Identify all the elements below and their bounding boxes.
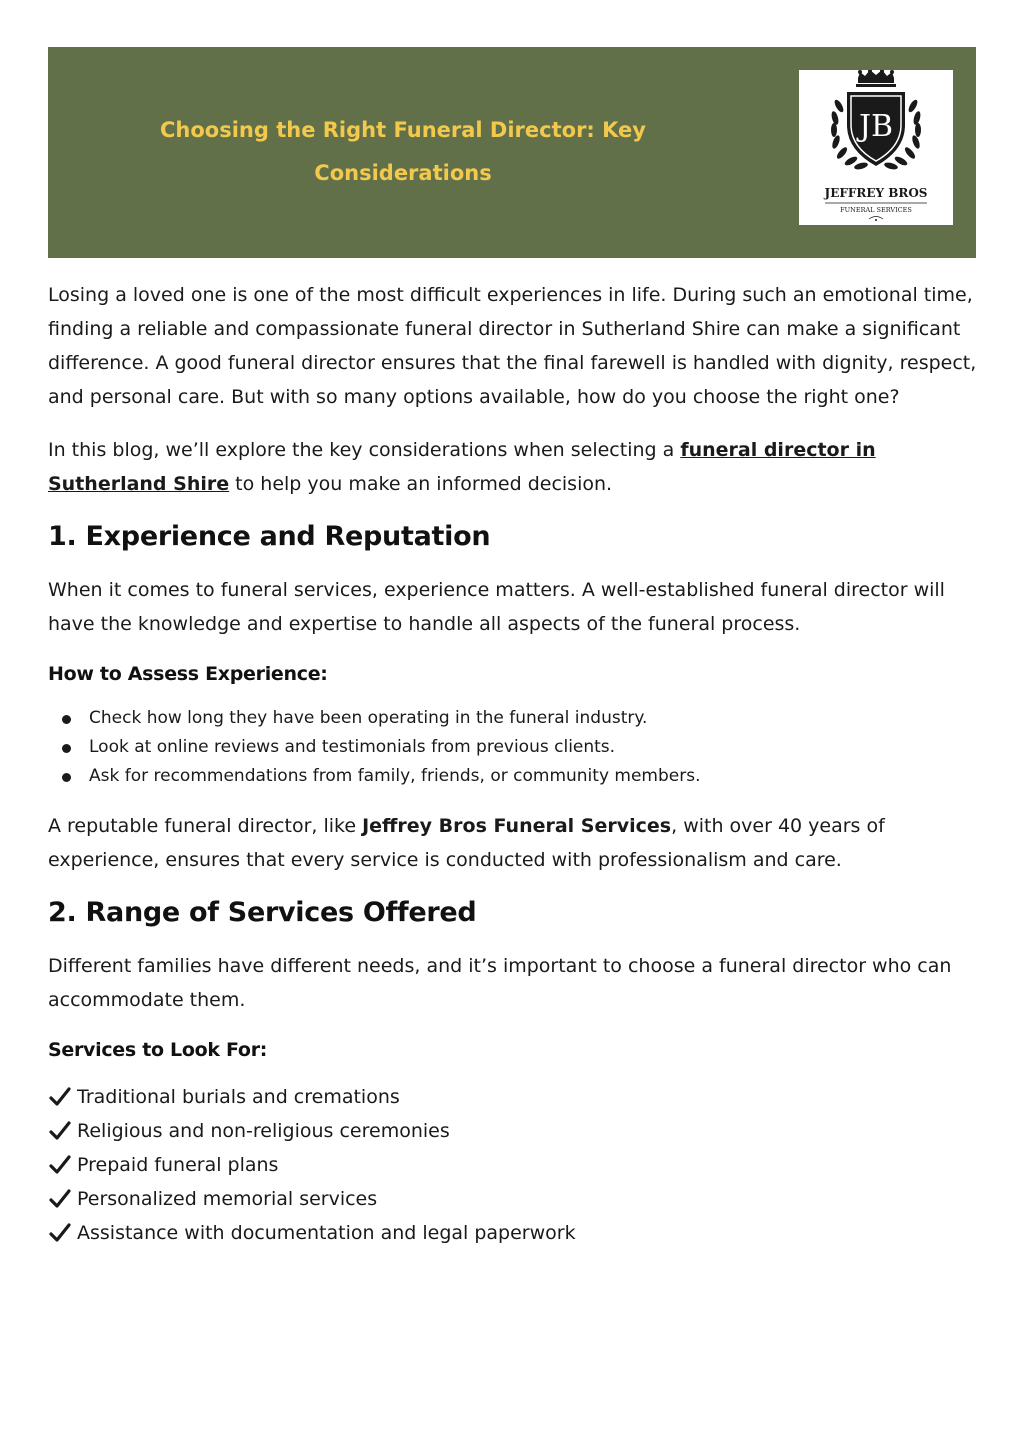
subheading-assess-experience: How to Assess Experience: [48, 663, 328, 685]
checklist-item-text: Assistance with documentation and legal paperwork [77, 1222, 576, 1244]
reputation-text-after: , with over 40 years of experience, ensures that every service is conducted with professionalism and care. [48, 815, 885, 871]
list-item-text: Ask for recommendations from family, friends, or community members. [89, 766, 701, 786]
section-heading-services: 2. Range of Services Offered [48, 897, 477, 928]
article-body [48, 278, 978, 1250]
bullet-dot-icon [62, 773, 71, 782]
subheading-services-to-look-for: Services to Look For: [48, 1039, 268, 1061]
experience-paragraph: When it comes to funeral services, experience matters. A well-established funeral director will have the knowledge and expertise to handle all aspects of the funeral process. [48, 579, 945, 635]
check-mark-icon [48, 1119, 72, 1143]
checklist-item [48, 1080, 978, 1114]
crown-shield-laurel-logo-icon [799, 70, 953, 225]
reputation-paragraph [48, 809, 978, 877]
logo-monogram: JB [858, 109, 894, 144]
page-title-line-1: Choosing the Right Funeral Director: Key [160, 118, 646, 142]
checklist-item-text: Personalized memorial services [77, 1188, 378, 1210]
checklist-item [48, 1148, 978, 1182]
intro-paragraph: Losing a loved one is one of the most difficult experiences in life. During such an emotional time, finding a reliable and compassionate funeral director in Sutherland Shire can make a significant difference. A good funeral director ensures that the final farewell is handled with dignity, respect, and personal care. But with so many options available, how do you choose the right one? [48, 284, 977, 408]
services-paragraph: Different families have different needs, and it’s important to choose a funeral director who can accommodate them. [48, 955, 952, 1011]
page-title-line-2: Considerations [314, 161, 492, 185]
logo-tagline: FUNERAL SERVICES [840, 206, 912, 214]
checklist-item [48, 1216, 978, 1250]
logo-name: JEFFREY BROS [824, 186, 928, 200]
check-mark-icon [48, 1085, 72, 1109]
services-checklist [48, 1080, 978, 1250]
bullet-dot-icon [62, 715, 71, 724]
list-item-text: Look at online reviews and testimonials from previous clients. [89, 737, 616, 757]
list-item [48, 704, 978, 733]
list-item-text: Check how long they have been operating in the funeral industry. [89, 708, 648, 728]
list-item [48, 733, 978, 762]
bullet-dot-icon [62, 744, 71, 753]
company-name-bold: Jeffrey Bros Funeral Services [362, 815, 672, 837]
check-mark-icon [48, 1221, 72, 1245]
check-mark-icon [48, 1187, 72, 1211]
checklist-item [48, 1114, 978, 1148]
header-banner [48, 47, 976, 258]
company-logo [799, 70, 953, 225]
funeral-director-link[interactable]: funeral director in Sutherland Shire [48, 439, 876, 495]
checklist-item-text: Religious and non-religious ceremonies [77, 1120, 450, 1142]
intro-text-after-link: to help you make an informed decision. [229, 473, 613, 495]
list-item [48, 762, 978, 791]
page-title [108, 109, 698, 195]
section-heading-experience: 1. Experience and Reputation [48, 521, 491, 552]
checklist-item [48, 1182, 978, 1216]
intro-paragraph-2 [48, 433, 978, 501]
checklist-item-text: Prepaid funeral plans [77, 1154, 279, 1176]
checklist-item-text: Traditional burials and cremations [77, 1086, 400, 1108]
experience-bullet-list [48, 704, 978, 791]
reputation-text-before: A reputable funeral director, like [48, 815, 363, 837]
check-mark-icon [48, 1153, 72, 1177]
intro-text-before-link: In this blog, we’ll explore the key considerations when selecting a [48, 439, 681, 461]
